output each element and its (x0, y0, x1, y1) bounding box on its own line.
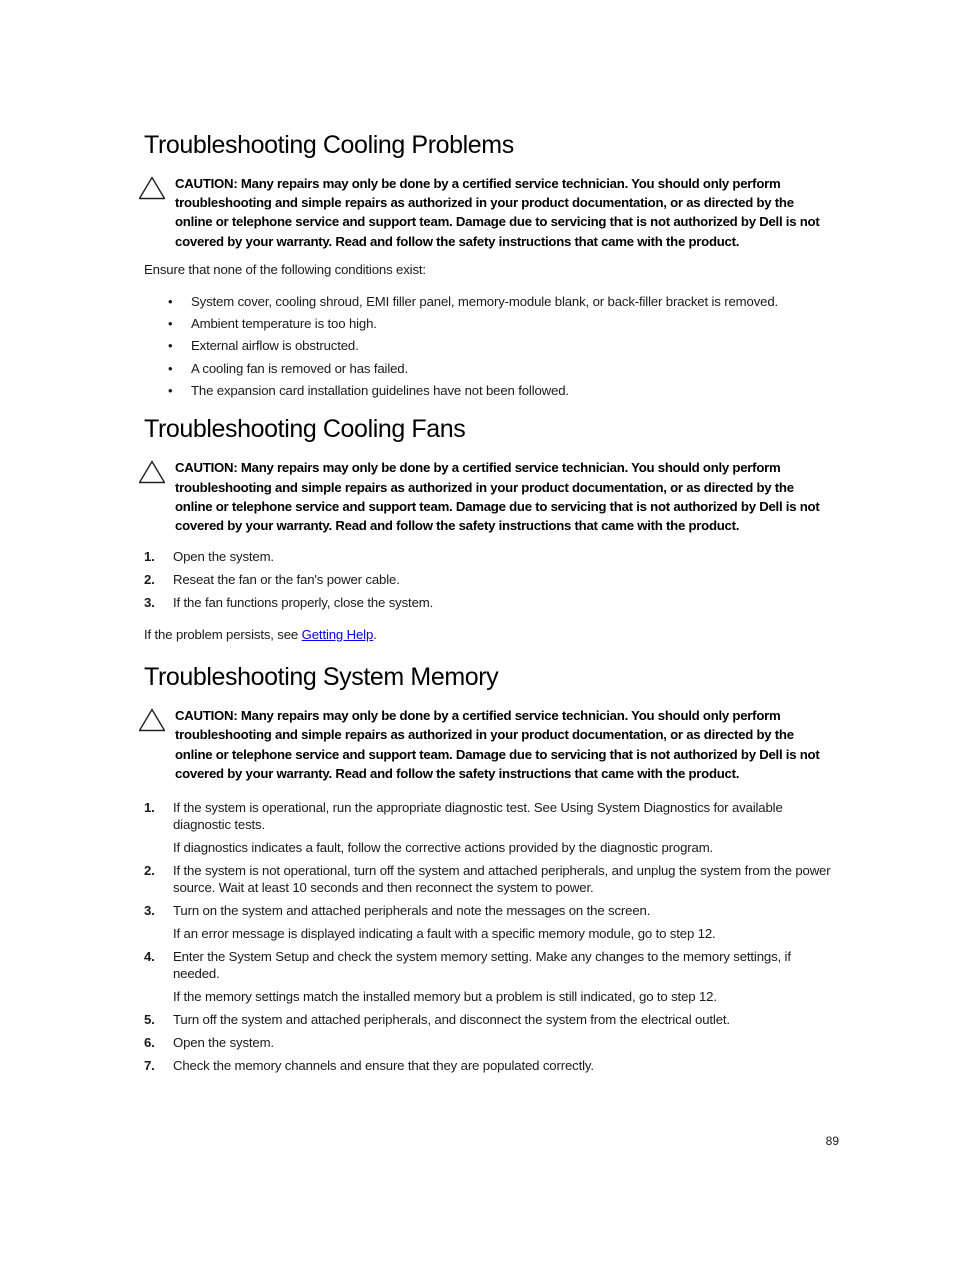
step-note: If an error message is displayed indicating a fault with a specific memory module, go to step 12. (173, 925, 716, 941)
list-item: 1. Open the system. (144, 549, 274, 565)
caution-text: CAUTION: Many repairs may only be done by a certified service technician. You should only perform troubleshooting and simple repairs as authorized in your product documentation, or as directed by the online or telephone service and support team. Damage due to servicing that is not authorized by Dell is not covered by your warranty. Read and follow the safety instructions that came with the product. (175, 176, 820, 249)
heading-cooling-problems: Troubleshooting Cooling Problems (144, 131, 514, 159)
list-item: 4. Enter the System Setup and check the system memory setting. Make any changes to the memory settings, if needed. If the memory settings match the installed memory but a problem is still indicated, go to step 12. (144, 948, 834, 1005)
caution-triangle-icon (138, 708, 166, 732)
list-item: • The expansion card installation guidelines have not been followed. (168, 383, 569, 398)
conditions-list (144, 293, 834, 404)
page-number: 89 (825, 1134, 839, 1148)
bullet-icon: • (168, 383, 173, 398)
caution-triangle-icon (138, 460, 166, 484)
caution-block (144, 458, 834, 535)
step-note: If the memory settings match the installed memory but a problem is still indicated, go to step 12. (173, 988, 717, 1004)
getting-help-link[interactable]: Getting Help (301, 627, 374, 643)
caution-text: CAUTION: Many repairs may only be done by a certified service technician. You should only perform troubleshooting and simple repairs as authorized in your product documentation, or as directed by the online or telephone service and support team. Damage due to servicing that is not authorized by Dell is not covered by your warranty. Read and follow the safety instructions that came with the product. (175, 460, 820, 533)
fan-steps-list (144, 548, 834, 611)
list-item: 3. Turn on the system and attached peripherals and note the messages on the screen. If an error message is displayed indicating a fault with a specific memory module, go to step 12. (144, 902, 834, 942)
bullet-icon: • (168, 293, 173, 309)
list-item: 7. Check the memory channels and ensure that they are populated correctly. (144, 1057, 594, 1073)
caution-triangle-icon (138, 176, 166, 200)
bullet-icon: • (168, 338, 173, 354)
persists-text: If the problem persists, see Getting Help. (144, 627, 377, 643)
caution-text: CAUTION: Many repairs may only be done by a certified service technician. You should only perform troubleshooting and simple repairs as authorized in your product documentation, or as directed by the online or telephone service and support team. Damage due to servicing that is not authorized by Dell is not covered by your warranty. Read and follow the safety instructions that came with the product. (175, 708, 820, 781)
list-item: 2. Reseat the fan or the fan's power cable. (144, 572, 400, 588)
bullet-icon: • (168, 316, 173, 332)
list-item: 3. If the fan functions properly, close the system. (144, 595, 434, 611)
heading-system-memory: Troubleshooting System Memory (144, 663, 499, 692)
bullet-icon: • (168, 360, 173, 376)
list-item: • External airflow is obstructed. (168, 338, 359, 354)
list-item: 1. If the system is operational, run the appropriate diagnostic test. See Using System Diagnostics for available diagnostic tests. If diagnostics indicates a fault, follow the corrective actions provided by the diagnostic program. (144, 799, 834, 856)
step-note: If diagnostics indicates a fault, follow the corrective actions provided by the diagnostic program. (173, 839, 714, 855)
list-item: 6. Open the system. (144, 1034, 274, 1050)
heading-cooling-fans: Troubleshooting Cooling Fans (144, 415, 466, 444)
page-content (144, 128, 834, 1074)
memory-steps-list (144, 799, 834, 1074)
list-item: • Ambient temperature is too high. (168, 316, 377, 332)
caution-block (144, 706, 834, 783)
intro-text: Ensure that none of the following conditions exist: (144, 261, 426, 277)
caution-block (144, 174, 834, 251)
list-item: • A cooling fan is removed or has failed. (168, 360, 408, 376)
list-item: • System cover, cooling shroud, EMI filler panel, memory-module blank, or back-filler bracket is removed. (168, 293, 779, 309)
list-item: 5. Turn off the system and attached peripherals, and disconnect the system from the electrical outlet. (144, 1011, 730, 1027)
list-item: 2. If the system is not operational, turn off the system and attached peripherals, and unplug the system from the power source. Wait at least 10 seconds and then reconnect the system to power. (144, 862, 831, 895)
